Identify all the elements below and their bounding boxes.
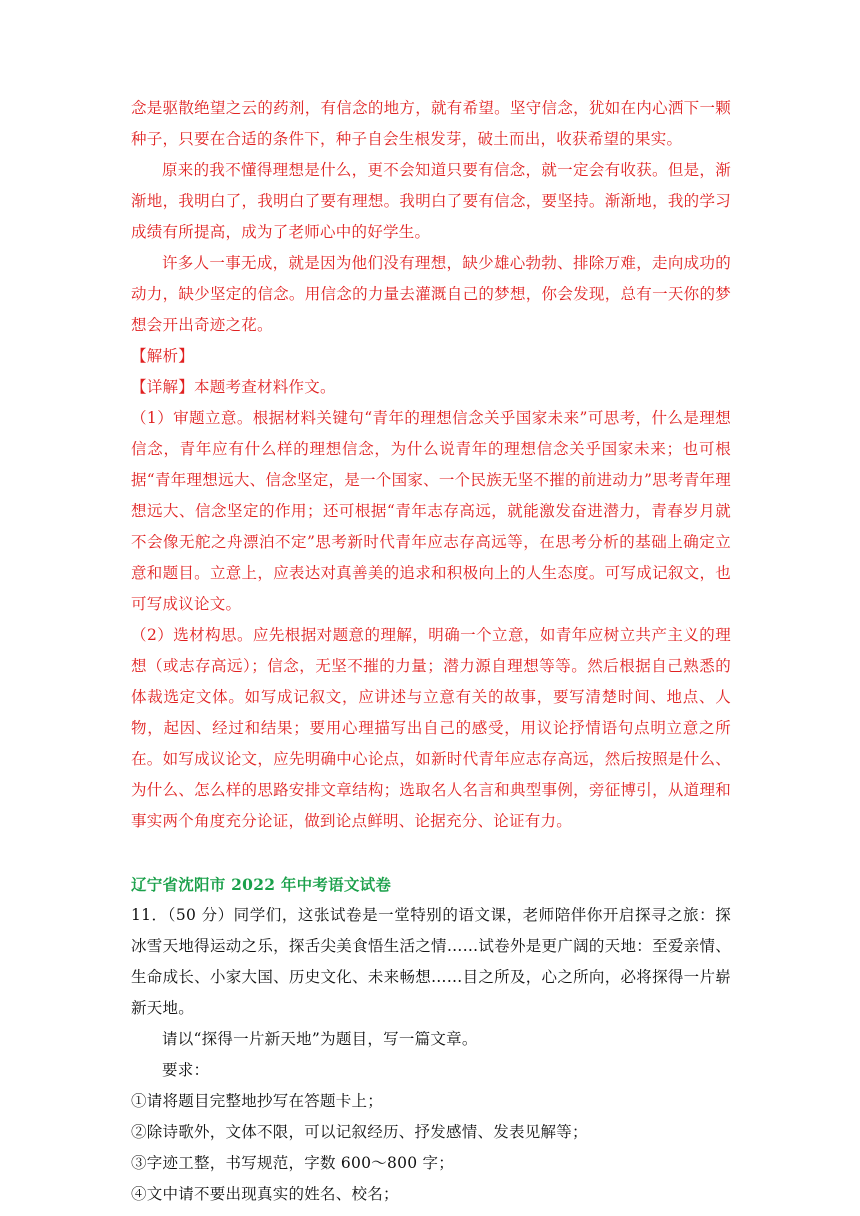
requirements-label: 要求： [162, 1061, 210, 1079]
section-spacer [131, 837, 731, 869]
question-prompt: 11．（50 分）同学们，这张试卷是一堂特别的语文课，老师陪伴你开启探寻之旅：探冰雪天地得运动之乐，探舌尖美食悟生活之情……试卷外是更广阔的天地：至爱亲情、生命成长、小家大国、历史文化、未来畅想……目之所及，心之所向，必将探得一片崭新天地。 [131, 906, 731, 1017]
analysis-label: 【解析】 [131, 347, 195, 365]
essay-paragraph-3: 许多人一事无成，就是因为他们没有理想，缺少雄心勃勃、排除万难，走向成功的动力，缺少坚定的信念。用信念的力量去灌溉自己的梦想，你会发现，总有一天你的梦想会开出奇迹之花。 [131, 254, 731, 334]
requirement-item: ②除诗歌外，文体不限，可以记叙经历、抒发感情、发表见解等； [131, 1123, 588, 1141]
section-title: 辽宁省沈阳市 2022 年中考语文试卷 [131, 875, 392, 894]
requirement-item: ①请将题目完整地抄写在答题卡上； [131, 1092, 384, 1110]
requirement-item: ④文中请不要出现真实的姓名、校名； [131, 1185, 399, 1203]
question-instruction: 请以“探得一片新天地”为题目，写一篇文章。 [162, 1030, 478, 1048]
document-page [131, 93, 731, 1210]
analysis-detail: 【详解】本题考查材料作文。 [131, 378, 336, 396]
essay-paragraph-1: 念是驱散绝望之云的药剂，有信念的地方，就有希望。坚守信念，犹如在内心洒下一颗种子，只要在合适的条件下，种子自会生根发芽，破土而出，收获希望的果实。 [131, 99, 731, 148]
analysis-point-1: （1）审题立意。根据材料关键句“青年的理想信念关乎国家未来”可思考，什么是理想信念，青年应有什么样的理想信念，为什么说青年的理想信念关乎国家未来；也可根据“青年理想远大、信念坚定，是一个国家、一个民族无坚不摧的前进动力”思考青年理想远大、信念坚定的作用；还可根据“青年志存高远，就能激发奋进潜力，青春岁月就不会像无舵之舟漂泊不定”思考新时代青年应志存高远等，在思考分析的基础上确定立意和题目。立意上，应表达对真善美的追求和积极向上的人生态度。可写成记叙文，也可写成议论文。 [131, 409, 731, 613]
analysis-point-2: （2）选材构思。应先根据对题意的理解，明确一个立意，如青年应树立共产主义的理想（或志存高远）；信念，无坚不摧的力量；潜力源自理想等等。然后根据自己熟悉的体裁选定文体。如写成记叙文，应讲述与立意有关的故事，要写清楚时间、地点、人物，起因、经过和结果；要用心理描写出自己的感受，用议论抒情语句点明立意之所在。如写成议论文，应先明确中心论点，如新时代青年应志存高远，然后按照是什么、为什么、怎么样的思路安排文章结构；选取名人名言和典型事例，旁征博引，从道理和事实两个角度充分论证，做到论点鲜明、论据充分、论证有力。 [131, 626, 731, 830]
requirement-item: ③字迹工整，书写规范，字数 600～800 字； [131, 1154, 455, 1172]
essay-paragraph-2: 原来的我不懂得理想是什么，更不会知道只要有信念，就一定会有收获。但是，渐渐地，我明白了，我明白了要有理想。我明白了要有信念，要坚持。渐渐地，我的学习成绩有所提高，成为了老师心中的好学生。 [131, 161, 731, 241]
